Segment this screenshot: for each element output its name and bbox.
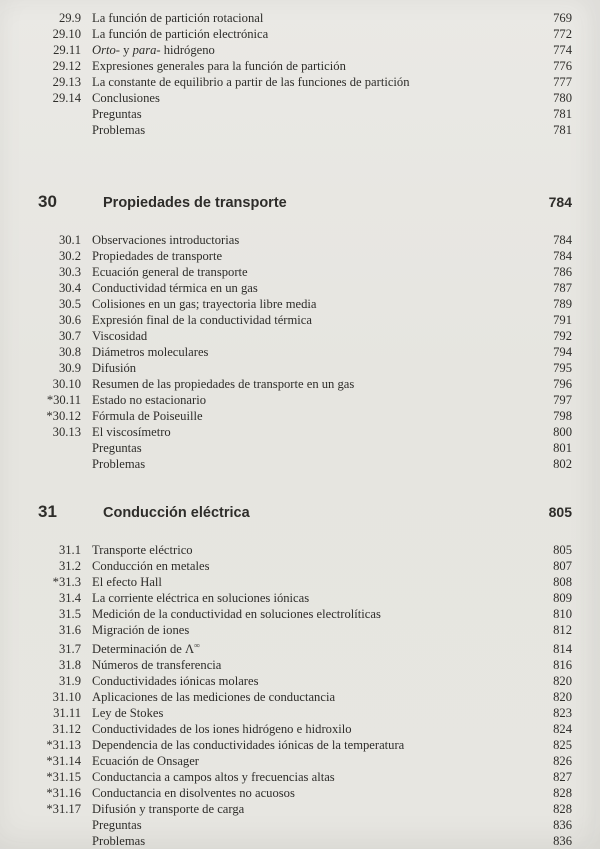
entry-title: El viscosímetro: [92, 425, 171, 439]
entry-title: Ley de Stokes: [92, 706, 164, 721]
chapter-title: Conducción eléctrica: [103, 505, 250, 521]
entry-page-number: 795: [553, 361, 572, 375]
chapter-heading: [38, 191, 572, 214]
entry-title: Transporte eléctrico: [92, 543, 193, 557]
toc-entry: [38, 376, 572, 392]
entry-number: 31.2: [58, 559, 81, 573]
entry-title: La corriente eléctrica en soluciones iónicas: [92, 591, 310, 605]
toc-entry: [38, 622, 572, 638]
entry-title: Medición de la conductividad en soluciones electrolíticas: [92, 607, 381, 621]
toc-entry: [38, 122, 572, 138]
entry-page-number: 786: [553, 265, 572, 279]
entry-page-number: 802: [553, 457, 572, 471]
entry-page-number: 787: [553, 281, 572, 295]
entry-title: La constante de equilibrio a partir de las funciones de partición: [92, 75, 410, 89]
toc-entry: [38, 574, 572, 590]
entry-page-number: 814: [553, 642, 572, 657]
entry-title: Problemas: [92, 457, 146, 471]
entry-title: Viscosidad: [92, 329, 148, 343]
entry-title: [92, 42, 540, 58]
entry-page-number: 794: [553, 345, 572, 359]
entry-page-number: 820: [553, 690, 572, 705]
entry-number: 30.6: [58, 313, 81, 327]
entry-page-number: 798: [553, 409, 572, 423]
toc-entry: [38, 590, 572, 606]
toc-entry: [38, 606, 572, 622]
entry-page-number: 769: [553, 11, 572, 25]
entry-number: 29.10: [52, 27, 81, 41]
entry-number: 29.12: [52, 59, 81, 73]
entry-number: 30.13: [52, 425, 81, 439]
entry-title: Conclusiones: [92, 91, 160, 105]
entry-number: 29.14: [52, 91, 81, 105]
entry-number: 30.8: [58, 345, 81, 359]
chapter-number: 30: [38, 192, 57, 211]
toc-entry: [38, 280, 572, 296]
entry-number: 30.5: [58, 297, 81, 311]
entry-page-number: 823: [553, 706, 572, 721]
entry-number: *30.11: [46, 393, 81, 407]
entry-number: 30.4: [58, 281, 81, 295]
entry-number: 30.1: [58, 233, 81, 247]
entry-number: 30.3: [58, 265, 81, 279]
toc-entry: [38, 638, 572, 657]
entry-number: 31.8: [58, 658, 81, 673]
entry-page-number: 826: [553, 754, 572, 769]
toc-entry: [38, 90, 572, 106]
entry-page-number: 808: [553, 575, 572, 589]
toc-entry: [38, 558, 572, 574]
entry-title-part: para-: [132, 43, 161, 57]
entry-number: 31.4: [58, 591, 81, 605]
entry-title: La función de partición rotacional: [92, 11, 264, 25]
entry-page-number: 807: [553, 559, 572, 573]
toc-entry: [38, 360, 572, 376]
toc-entry: [38, 721, 572, 737]
toc-entry: [38, 58, 572, 74]
entry-title: Números de transferencia: [92, 658, 222, 673]
entry-title: Expresiones generales para la función de partición: [92, 59, 346, 73]
entry-page-number: 796: [553, 377, 572, 391]
toc-entry: [38, 26, 572, 42]
entry-title: Difusión y transporte de carga: [92, 802, 245, 817]
entry-title: Conductancia a campos altos y frecuencias altas: [92, 770, 335, 785]
entry-number: *31.13: [46, 738, 81, 753]
toc-entry: [38, 689, 572, 705]
entry-page-number: 780: [553, 91, 572, 105]
toc-entry: [38, 408, 572, 424]
chapter-page-number: 784: [548, 194, 572, 210]
entry-page-number: 810: [553, 607, 572, 621]
chapter-heading: [38, 501, 572, 524]
entry-title: Preguntas: [92, 441, 142, 455]
entry-page-number: 784: [553, 233, 572, 247]
entry-number: *31.14: [46, 754, 81, 769]
chapter-title: Propiedades de transporte: [103, 195, 287, 211]
entry-title-part: Determinación de Λ: [92, 642, 195, 657]
entry-title: [92, 638, 540, 657]
entry-page-number: 820: [553, 674, 572, 689]
entry-title: Problemas: [92, 123, 146, 137]
entry-page-number: 777: [553, 75, 572, 89]
entry-title: Fórmula de Poiseuille: [92, 409, 203, 423]
toc: [38, 10, 572, 849]
entry-title: Ecuación general de transporte: [92, 265, 248, 279]
entry-number: *30.12: [46, 409, 81, 423]
entry-title: Ecuación de Onsager: [92, 754, 199, 769]
entry-title: Difusión: [92, 361, 137, 375]
toc-entries: [38, 542, 572, 849]
toc-section-ch31: [38, 501, 572, 849]
entry-title-part: Orto-: [92, 43, 120, 57]
entry-page-number: 801: [553, 441, 572, 455]
entry-title: Observaciones introductorias: [92, 233, 240, 247]
toc-section-ch30: [38, 191, 572, 472]
entry-title: Expresión final de la conductividad térmica: [92, 313, 312, 327]
entry-page-number: 828: [553, 786, 572, 801]
toc-entry: [38, 424, 572, 440]
entry-number: *31.17: [46, 802, 81, 817]
entry-title-part: ∞: [194, 641, 200, 650]
entry-number: 31.7: [58, 642, 81, 657]
entry-number: 30.7: [58, 329, 81, 343]
entry-number: *31.16: [46, 786, 81, 801]
toc-entry: [38, 106, 572, 122]
entry-title: Conducción en metales: [92, 559, 210, 573]
chapter-page-number: 805: [548, 504, 572, 520]
entry-number: *31.15: [46, 770, 81, 785]
entry-page-number: 824: [553, 722, 572, 737]
entry-page-number: 792: [553, 329, 572, 343]
entry-number: *31.3: [52, 575, 81, 589]
entry-page-number: 836: [553, 818, 572, 833]
toc-entry: [38, 440, 572, 456]
toc-entry: [38, 769, 572, 785]
toc-entry: [38, 673, 572, 689]
entry-page-number: 827: [553, 770, 572, 785]
entry-number: 30.2: [58, 249, 81, 263]
toc-entry: [38, 248, 572, 264]
entry-title: Conductividad térmica en un gas: [92, 281, 258, 295]
entry-title: Dependencia de las conductividades iónicas de la temperatura: [92, 738, 405, 753]
entry-title: Colisiones en un gas; trayectoria libre media: [92, 297, 317, 311]
entry-number: 31.12: [52, 722, 81, 737]
entry-title: Diámetros moleculares: [92, 345, 209, 359]
entry-number: 31.6: [58, 623, 81, 637]
toc-entry: [38, 74, 572, 90]
entry-number: 31.9: [58, 674, 81, 689]
entry-title: Preguntas: [92, 107, 142, 121]
entry-title-part: hidrógeno: [160, 43, 215, 57]
chapter-number: 31: [38, 502, 57, 521]
toc-entry: [38, 785, 572, 801]
entry-title: Conductividades de los iones hidrógeno e hidroxilo: [92, 722, 352, 737]
entry-title: Conductancia en disolventes no acuosos: [92, 786, 295, 801]
entry-title: Resumen de las propiedades de transporte en un gas: [92, 377, 355, 391]
toc-entry: [38, 542, 572, 558]
entry-number: 31.5: [58, 607, 81, 621]
toc-entries: [38, 10, 572, 138]
entry-title: Preguntas: [92, 818, 142, 833]
toc-entry: [38, 232, 572, 248]
entry-number: 30.9: [58, 361, 81, 375]
entry-page-number: 791: [553, 313, 572, 327]
toc-entry: [38, 456, 572, 472]
toc-entry: [38, 801, 572, 817]
toc-entry: [38, 296, 572, 312]
entry-title: Aplicaciones de las mediciones de conductancia: [92, 690, 336, 705]
entry-page-number: 781: [553, 123, 572, 137]
toc-entry: [38, 817, 572, 833]
entry-number: 29.11: [53, 43, 81, 57]
entry-title-part: y: [120, 43, 133, 57]
toc-entry: [38, 753, 572, 769]
entry-title: Problemas: [92, 834, 146, 849]
entry-page-number: 800: [553, 425, 572, 439]
entry-number: 31.10: [52, 690, 81, 705]
entry-number: 31.11: [53, 706, 81, 721]
entry-page-number: 809: [553, 591, 572, 605]
entry-title: Propiedades de transporte: [92, 249, 223, 263]
toc-entry: [38, 264, 572, 280]
entry-page-number: 781: [553, 107, 572, 121]
entry-page-number: 789: [553, 297, 572, 311]
toc-entry: [38, 328, 572, 344]
toc-entries: [38, 232, 572, 472]
entry-number: 29.13: [52, 75, 81, 89]
toc-entry: [38, 10, 572, 26]
entry-page-number: 836: [553, 834, 572, 849]
toc-entry: [38, 392, 572, 408]
entry-page-number: 776: [553, 59, 572, 73]
entry-title: El efecto Hall: [92, 575, 162, 589]
toc-entry: [38, 312, 572, 328]
toc-section-ch29-continued: [38, 10, 572, 138]
entry-title: Estado no estacionario: [92, 393, 207, 407]
entry-title: Conductividades iónicas molares: [92, 674, 259, 689]
entry-page-number: 825: [553, 738, 572, 753]
entry-page-number: 828: [553, 802, 572, 817]
entry-page-number: 774: [553, 43, 572, 57]
entry-page-number: 784: [553, 249, 572, 263]
toc-entry: [38, 737, 572, 753]
entry-page-number: 805: [553, 543, 572, 557]
entry-page-number: 772: [553, 27, 572, 41]
entry-title: Migración de iones: [92, 623, 190, 637]
toc-entry: [38, 42, 572, 58]
toc-entry: [38, 344, 572, 360]
entry-page-number: 816: [553, 658, 572, 673]
entry-number: 30.10: [52, 377, 81, 391]
entry-page-number: 797: [553, 393, 572, 407]
toc-entry: [38, 657, 572, 673]
entry-number: 29.9: [58, 11, 81, 25]
entry-title: La función de partición electrónica: [92, 27, 269, 41]
entry-page-number: 812: [553, 623, 572, 637]
entry-number: 31.1: [58, 543, 81, 557]
toc-entry: [38, 833, 572, 849]
toc-entry: [38, 705, 572, 721]
